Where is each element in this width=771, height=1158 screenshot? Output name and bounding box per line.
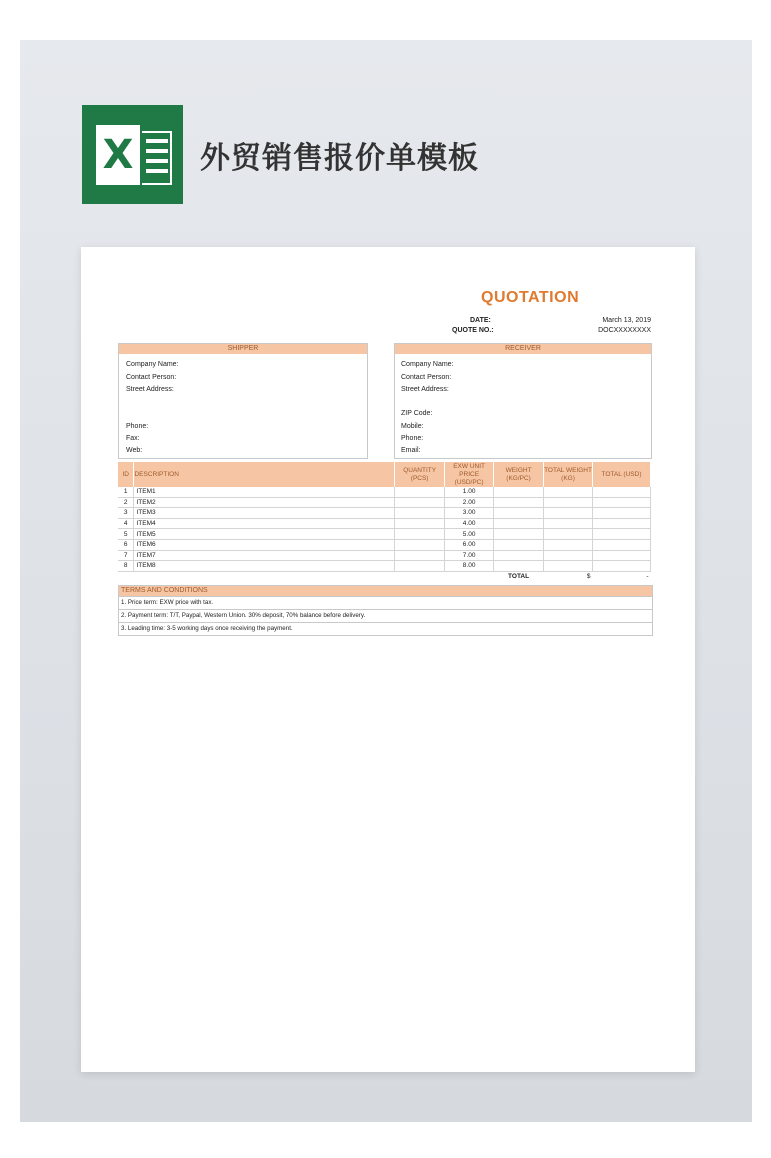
row-total-weight (544, 539, 593, 550)
receiver-mobile: Mobile: (401, 423, 424, 430)
logo-letter: X (102, 132, 134, 178)
shipper-header: SHIPPER (119, 344, 367, 354)
receiver-header: RECEIVER (395, 344, 651, 354)
row-quantity (395, 518, 445, 529)
total-currency: $ (586, 573, 591, 581)
col-header-weight: WEIGHT (KG/PC) (494, 462, 544, 487)
row-weight (494, 497, 544, 508)
row-price: 8.00 (445, 561, 494, 572)
row-description: ITEM7 (134, 550, 395, 561)
receiver-email: Email: (401, 447, 421, 454)
row-total-weight (544, 529, 593, 540)
shipper-fax: Fax: (126, 435, 140, 442)
row-id: 5 (118, 529, 134, 540)
row-id: 3 (118, 508, 134, 519)
table-header-row (118, 462, 651, 487)
row-description: ITEM2 (134, 497, 395, 508)
row-weight (494, 539, 544, 550)
row-quantity (395, 529, 445, 540)
row-total-weight (544, 487, 593, 497)
table-row (118, 529, 651, 540)
sheet-line (146, 139, 168, 143)
quote-no-label: QUOTE NO.: (452, 327, 494, 334)
total-spacer (445, 571, 494, 581)
terms-box (118, 585, 653, 636)
total-spacer (134, 571, 395, 581)
row-total (593, 550, 651, 561)
row-description: ITEM5 (134, 529, 395, 540)
row-weight (494, 518, 544, 529)
row-total (593, 539, 651, 550)
col-header-total-weight: TOTAL WEIGHT (KG) (544, 462, 593, 487)
total-value: - (646, 573, 649, 581)
date-label: DATE: (470, 317, 491, 324)
row-total-weight (544, 497, 593, 508)
row-total-weight (544, 550, 593, 561)
row-description: ITEM3 (134, 508, 395, 519)
receiver-zip-code: ZIP Code: (401, 410, 433, 417)
row-price: 5.00 (445, 529, 494, 540)
row-id: 2 (118, 497, 134, 508)
col-header-quantity: QUANTITY (PCS) (395, 462, 445, 487)
col-header-id: ID (118, 462, 134, 487)
row-quantity (395, 561, 445, 572)
row-description: ITEM4 (134, 518, 395, 529)
total-spacer (395, 571, 445, 581)
shipper-street-address: Street Address: (126, 386, 174, 393)
row-total (593, 487, 651, 497)
quotation-title: QUOTATION (481, 289, 580, 306)
row-weight (494, 550, 544, 561)
row-price: 3.00 (445, 508, 494, 519)
receiver-contact-person: Contact Person: (401, 374, 452, 381)
row-price: 2.00 (445, 497, 494, 508)
row-weight (494, 487, 544, 497)
row-price: 1.00 (445, 487, 494, 497)
row-id: 8 (118, 561, 134, 572)
shipper-phone: Phone: (126, 423, 149, 430)
row-total (593, 529, 651, 540)
col-header-description: DESCRIPTION (134, 462, 395, 487)
excel-icon (82, 105, 183, 204)
row-weight (494, 508, 544, 519)
terms-line: 2. Payment term: T/T, Paypal, Western Union. 30% deposit, 70% balance before delivery. (119, 609, 652, 622)
row-id: 4 (118, 518, 134, 529)
total-row (118, 571, 651, 581)
terms-line: 3. Leading time: 3-5 working days once receiving the payment. (119, 622, 652, 635)
row-weight (494, 561, 544, 572)
terms-header: TERMS AND CONDITIONS (119, 586, 652, 596)
col-header-unit-price: EXW UNIT PRICE (USD/PC) (445, 462, 494, 487)
row-total (593, 497, 651, 508)
date-value: March 13, 2019 (602, 317, 651, 324)
receiver-company-name: Company Name: (401, 361, 454, 368)
shipper-company-name: Company Name: (126, 361, 179, 368)
quote-no-value: DOCXXXXXXXX (598, 327, 651, 334)
row-total-weight (544, 508, 593, 519)
row-price: 6.00 (445, 539, 494, 550)
row-description: ITEM6 (134, 539, 395, 550)
row-quantity (395, 487, 445, 497)
row-total (593, 561, 651, 572)
row-description: ITEM1 (134, 487, 395, 497)
col-header-total: TOTAL (USD) (593, 462, 651, 487)
row-quantity (395, 550, 445, 561)
items-table (118, 462, 651, 581)
shipper-contact-person: Contact Person: (126, 374, 177, 381)
table-row (118, 487, 651, 497)
row-total (593, 518, 651, 529)
receiver-phone: Phone: (401, 435, 424, 442)
table-row (118, 561, 651, 572)
page-headline: 外贸销售报价单模板 (200, 141, 479, 176)
total-label: TOTAL (508, 573, 530, 581)
shipper-web: Web: (126, 447, 143, 454)
row-id: 1 (118, 487, 134, 497)
row-price: 7.00 (445, 550, 494, 561)
row-price: 4.00 (445, 518, 494, 529)
receiver-street-address: Street Address: (401, 386, 449, 393)
row-id: 7 (118, 550, 134, 561)
row-weight (494, 529, 544, 540)
row-quantity (395, 497, 445, 508)
table-row (118, 539, 651, 550)
row-quantity (395, 508, 445, 519)
row-total (593, 508, 651, 519)
sheet-line (146, 169, 168, 173)
row-description: ITEM8 (134, 561, 395, 572)
sheet-line (146, 159, 168, 163)
row-id: 6 (118, 539, 134, 550)
terms-line: 1. Price term: EXW price with tax. (119, 596, 652, 609)
table-row (118, 497, 651, 508)
table-row (118, 518, 651, 529)
table-row (118, 550, 651, 561)
row-total-weight (544, 518, 593, 529)
table-row (118, 508, 651, 519)
total-spacer (118, 571, 134, 581)
row-total-weight (544, 561, 593, 572)
sheet-line (146, 149, 168, 153)
row-quantity (395, 539, 445, 550)
